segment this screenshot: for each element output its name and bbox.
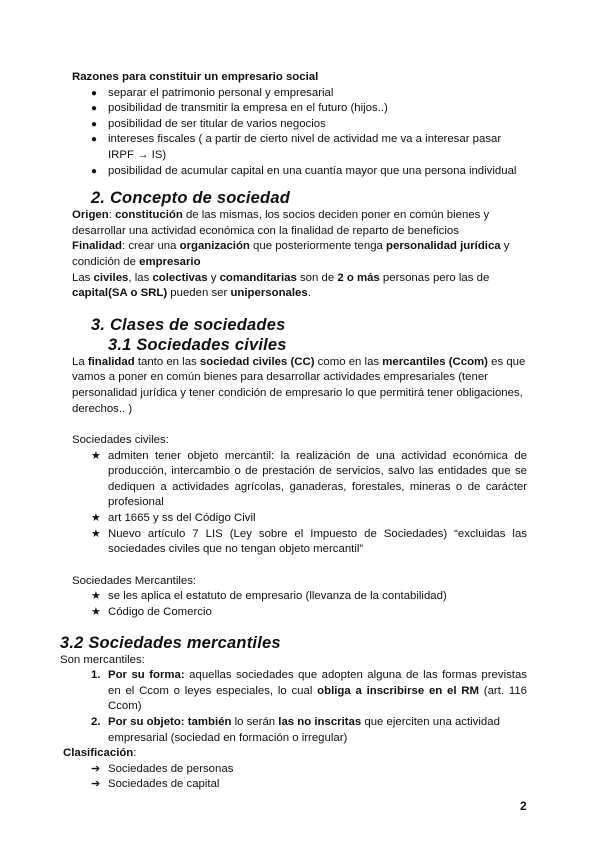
bullet-icon: ● bbox=[91, 165, 98, 177]
concepto-heading: 2. Concepto de sociedad bbox=[91, 189, 290, 208]
list-item: ★ admiten tener objeto mercantil: la realización de una actividad económica de producción, intercambio o de prestación de servicios, salvo las entidades que se dediquen a actividades agrícolas, ganaderas, forestales, mineras o de carácter profesional bbox=[91, 449, 527, 509]
clases-heading: 3. Clases de sociedades bbox=[91, 315, 286, 334]
list-item: ● posibilidad de transmitir la empresa en el futuro (hijos..) bbox=[91, 101, 527, 117]
bullet-icon: ● bbox=[91, 87, 98, 99]
list-item: ● posibilidad de ser titular de varios negocios bbox=[91, 117, 527, 133]
mercantiles-label: Sociedades Mercantiles: bbox=[72, 574, 197, 587]
list-item: ● separar el patrimonio personal y empresarial bbox=[91, 86, 527, 102]
civiles-heading: 3.1 Sociedades civiles bbox=[108, 335, 287, 354]
star-icon: ★ bbox=[91, 512, 101, 525]
list-item: ★ Código de Comercio bbox=[91, 605, 527, 621]
mercantiles-numbered-list bbox=[72, 668, 527, 746]
bullet-icon: ● bbox=[91, 103, 98, 115]
list-item: ★ Nuevo artículo 7 LIS (Ley sobre el Impuesto de Sociedades) “excluidas las sociedades civiles que no tengan objeto mercantil” bbox=[91, 527, 527, 556]
star-icon: ★ bbox=[91, 527, 101, 540]
document-page bbox=[60, 70, 527, 793]
origen-paragraph: Origen: constitución de las mismas, los socios deciden poner en común bienes y desarrollar una actividad económica con la finalidad de reparto de beneficios bbox=[72, 209, 490, 237]
mercantiles-heading: 3.2 Sociedades mercantiles bbox=[60, 633, 281, 652]
mercantiles-list bbox=[72, 589, 527, 620]
star-icon: ★ bbox=[91, 606, 101, 619]
bullet-icon: ● bbox=[91, 118, 98, 130]
page-number: 2 bbox=[520, 799, 527, 813]
list-item: 1. Por su forma: aquellas sociedades que adopten alguna de las formas previstas en el Ccom o leyes especiales, lo cual obliga a inscribirse en el RM (art. 116 Ccom) bbox=[91, 669, 527, 713]
civiles-list bbox=[72, 449, 527, 558]
razones-list bbox=[72, 86, 527, 180]
list-item: 2. Por su objeto: también lo serán las no inscritas que ejerciten una actividad empresarial (sociedad en formación o irregular) bbox=[91, 716, 500, 744]
razones-heading: Razones para constituir un empresario social bbox=[72, 71, 319, 83]
civiles-intro: La finalidad tanto en las sociedad civiles (CC) como en las mercantiles (Ccom) es que vamos a poner en común bienes para desarrollar actividades empresariales (tener personalidad jurídica y tener condición de empresario lo que permitirá tener obligaciones, derechos.. ) bbox=[72, 355, 526, 415]
bullet-icon: ● bbox=[91, 134, 98, 146]
clasificacion-list bbox=[72, 762, 527, 793]
list-item: ➔ Sociedades de personas bbox=[91, 762, 527, 778]
arrow-right-icon: ➔ bbox=[91, 762, 101, 775]
list-item: ★ se les aplica el estatuto de empresario (llevanza de la contabilidad) bbox=[91, 589, 527, 605]
finalidad-paragraph: Finalidad: crear una organización que posteriormente tenga personalidad jurídica y condición de empresario bbox=[72, 240, 510, 268]
clasificacion-label: Clasificación: bbox=[63, 747, 137, 760]
list-item: ● posibilidad de acumular capital en una cuantía mayor que una persona individual bbox=[91, 164, 527, 180]
list-item: ➔ Sociedades de capital bbox=[91, 777, 527, 793]
civiles-label: Sociedades civiles: bbox=[72, 434, 169, 447]
arrow-right-icon: ➔ bbox=[91, 778, 101, 791]
mercantiles-intro: Son mercantiles: bbox=[60, 653, 145, 666]
tipos-paragraph: Las civiles, las colectivas y comanditarias son de 2 o más personas pero las de capital(SA o SRL) pueden ser unipersonales. bbox=[72, 271, 490, 300]
list-item: ● intereses fiscales ( a partir de cierto nivel de actividad me va a interesar pasar IRPF → IS) bbox=[91, 133, 502, 161]
star-icon: ★ bbox=[91, 449, 101, 462]
star-icon: ★ bbox=[91, 590, 101, 603]
list-item: ★ art 1665 y ss del Código Civil bbox=[91, 511, 527, 527]
